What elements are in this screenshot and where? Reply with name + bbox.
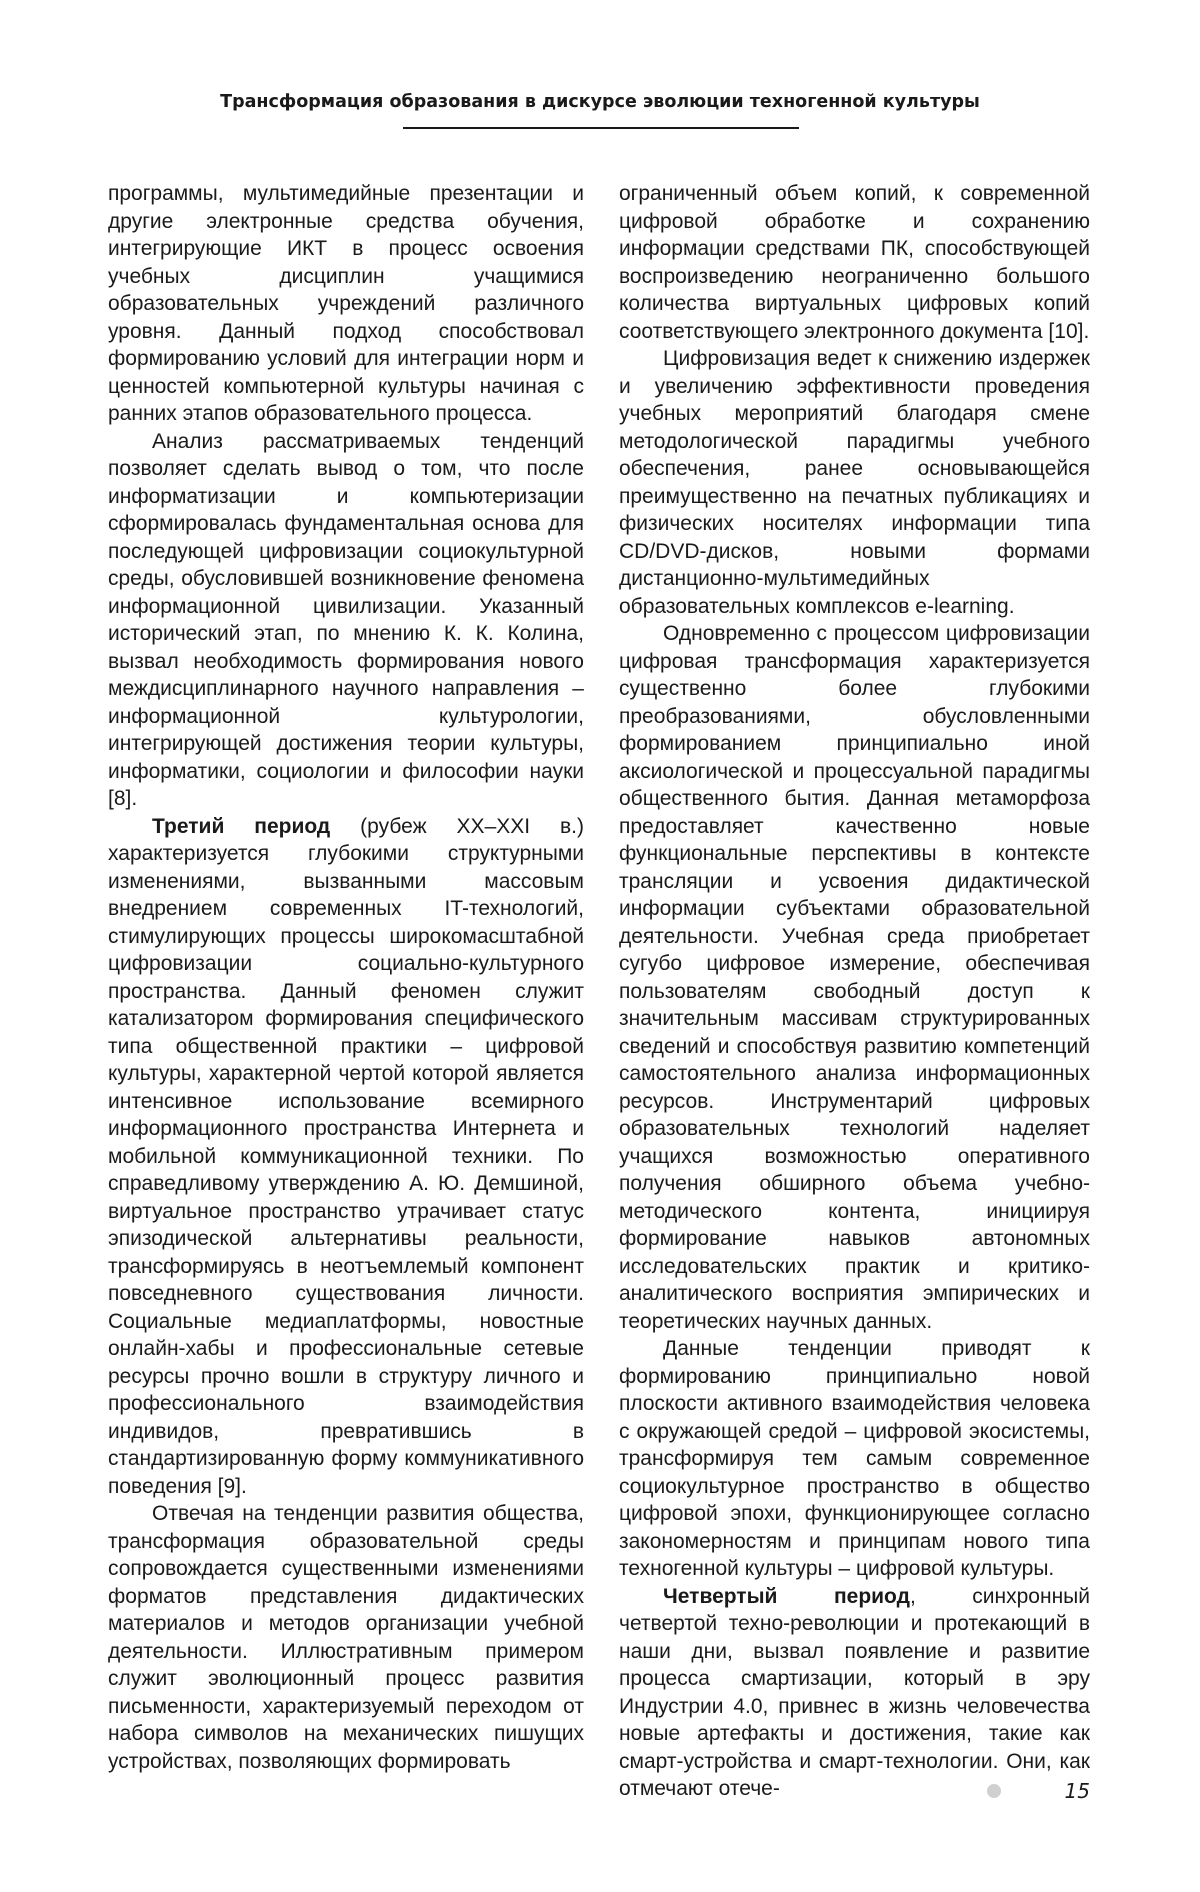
paragraph-text: , синхронный четвертой техно-революции и протекающий в наши дни, вызвал появление и развитие процесса смартизации, который в эру Индустрии 4.0, привнес в жизнь человечества новые артефакты и достижения, такие как смарт-устройства и смарт-технологии. Они, как отмечают отече- [619,1584,1090,1800]
paragraph [619,620,1090,1335]
paragraph-text: Анализ рассматриваемых тенденций позволяет сделать вывод о том, что после информатизации и компьютеризации сформировалась фундаментальная основа для последующей цифровизации социокультурной среды, обусловившей возникновение феномена информационной цивилизации. Указанный исторический этап, по мнению К. К. Колина, вызвал необходимость формирования нового междисциплинарного научного направления – информационной культурологии, интегрирующей достижения теории культуры, информатики, социологии и философии науки [8]. [108,429,584,810]
paragraph-text: Цифровизация ведет к снижению издержек и увеличению эффективности проведения учебных мероприятий благодаря смене методологической парадигмы учебного обеспечения, ранее основывающейся преимущественно на печатных публикациях и физических носителях информации типа CD/DVD-дисков, новыми формами дистанционно-мультимедийных образовательных комплексов e-learning. [619,347,1090,618]
page-dot-decoration [987,1784,1001,1798]
paragraph-text: (рубеж XX–XXI в.) характеризуется глубокими структурными изменениями, вызванными массовым внедрением современных IT-технологий, стимулирующих процессы широкомасштабной цифровизации социально-культурного пространства. Данный феномен служит катализатором формирования специфического типа общественной практики – цифровой культуры, характерной чертой которой является интенсивное использование всемирного информационного пространства Интернета и мобильной коммуникационной техники. По справедливому утверждению А. Ю. Демшиной, виртуальное пространство утрачивает статус эпизодической альтернативы реальности, трансформируясь в неотъемлемый компонент повседневного существования личности. Социальные медиаплатформы, новостные онлайн-хабы и профессиональные сетевые ресурсы прочно вошли в структуру личного и профессионального взаимодействия индивидов, превратившись в стандартизированную форму коммуникативного поведения [9]. [108,814,584,1498]
page-number: 15 [1064,1779,1090,1803]
paragraph [619,1583,1090,1803]
paragraph-text: Одновременно с процессом цифровизации цифровая трансформация характеризуется существенно более глубокими преобразованиями, обусловленными формированием принципиально иной аксиологической и процессуальной парадигмы общественного бытия. Данная метаморфоза предоставляет качественно новые функциональные перспективы в контексте трансляции и усвоения дидактической информации субъектами образовательной деятельности. Учебная среда приобретает сугубо цифровое измерение, обеспечивая пользователям свободный доступ к значительным массивам структурированных сведений и способствуя развитию компетенций самостоятельного анализа информационных ресурсов. Инструментарий цифровых образовательных технологий наделяет учащихся возможностью оперативного получения обширного объема учебно-методического контента, инициируя формирование навыков автономных исследовательских практик и критико-аналитического восприятия эмпирических и теоретических научных данных. [619,622,1090,1333]
running-header: Трансформация образования в дискурсе эволюции техногенной культуры [220,92,980,112]
paragraph [108,180,584,428]
paragraph-text: ограниченный объем копий, к современной цифровой обработке и сохранению информации средствами ПК, способствующей воспроизведению неограниченно большого количества виртуальных цифровых копий соответствующего электронного документа [10]. [619,182,1090,343]
paragraph [108,813,584,1501]
paragraph [108,428,584,813]
paragraph [619,180,1090,345]
paragraph-text: программы, мультимедийные презентации и другие электронные средства обучения, интегрирующие ИКТ в процесс освоения учебных дисциплин учащимися образовательных учреждений различного уровня. Данный подход способствовал формированию условий для интеграции норм и ценностей компьютерной культуры начиная с ранних этапов образовательного процесса. [108,182,584,425]
header-rule [403,127,799,129]
paragraph [619,345,1090,620]
paragraph [108,1500,584,1775]
paragraph [619,1335,1090,1583]
period-heading: Четвертый период [663,1584,910,1608]
period-heading: Третий период [152,814,331,838]
paragraph-text: Отвечая на тенденции развития общества, трансформация образовательной среды сопровождается существенными изменениями форматов представления дидактических материалов и методов организации учебной деятельности. Иллюстративным примером служит эволюционный процесс развития письменности, характеризуемый переходом от набора символов на механических пишущих устройствах, позволяющих формировать [108,1502,584,1773]
paragraph-text: Данные тенденции приводят к формированию принципиально новой плоскости активного взаимодействия человека с окружающей средой – цифровой экосистемы, трансформируя тем самым современное социокультурное пространство в общество цифровой эпохи, функционирующее согласно закономерностям и принципам нового типа техногенной культуры – цифровой культуры. [619,1337,1090,1580]
right-column [619,180,1090,1803]
left-column [108,180,584,1775]
